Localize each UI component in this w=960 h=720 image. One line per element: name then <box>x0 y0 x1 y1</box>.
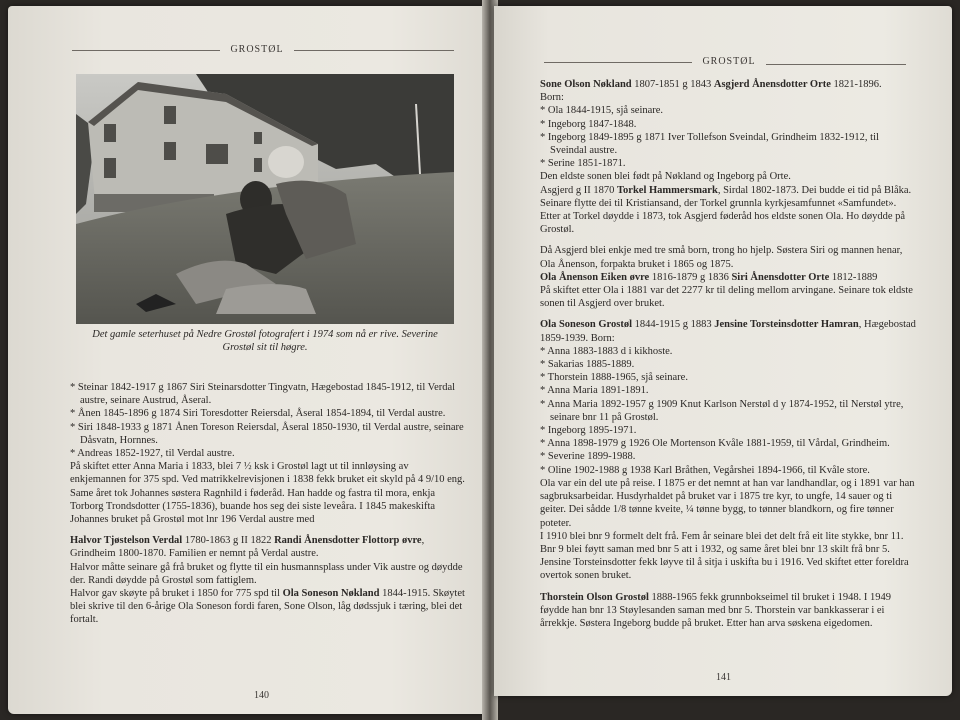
owner-paragraph <box>540 271 918 284</box>
child-entry: * Anna Maria 1891-1891. <box>540 385 649 397</box>
child-entry: * Ingeborg 1847-1848. <box>540 118 637 130</box>
child-entry: * Ingeborg 1895-1971. <box>540 425 637 437</box>
owner-detail: 1812-1889 <box>829 271 878 283</box>
owner-dates: 1844-1915 g 1883 <box>632 319 715 331</box>
right-text <box>540 78 918 630</box>
owner-name: Halvor Tjøstelson Verdal <box>70 535 183 547</box>
paragraph-text: Halvor gav skøyte på bruket i 1850 for 775 spd til <box>70 588 283 600</box>
owner-name: Sone Olson Nøkland <box>540 79 632 90</box>
owner-dates: 1816-1879 g 1836 <box>649 271 732 283</box>
page-number-left: 140 <box>254 690 269 701</box>
paragraph: Den eldste sonen blei født på Nøkland og Ingeborg på Orte. <box>540 171 791 183</box>
owner-detail: , Grindheim 1800-1870. Familien er nemnt på Verdal austre. <box>70 535 425 560</box>
running-head-right: GROSTØL <box>702 56 756 67</box>
paragraph-text: , Sirdal 1802-1873. Dei budde ei tid på Blåka. Seinare flytte dei til Kristiansand, der Torkel grunnla kyrkjesamfunnet «Samfundet». Etter at Torkel døydde i 1873, tok Asgjerd føderåd hos eldste sonen Ola. Ho døydde på Grostøl. <box>540 184 912 236</box>
owner-name: Ola Ånenson Eiken øvre <box>540 271 650 283</box>
spouse-name: Asgjerd Ånensdotter Orte <box>713 79 831 90</box>
owner-paragraph <box>540 78 918 91</box>
child-entry: * Anna 1898-1979 g 1926 Ole Mortenson Kvåle 1881-1959, til Vårdal, Grindheim. <box>540 438 890 450</box>
paragraph <box>540 184 918 237</box>
owner-paragraph <box>540 318 918 344</box>
left-text <box>70 381 465 627</box>
photo-illustration <box>76 74 454 324</box>
paragraph-text: 1844-1915. Skøytet blei skrive til den 6-årige Ola Soneson fordi faren, Sone Olson, låg dødssjuk i tæring, blei det fortalt. <box>70 588 465 626</box>
owner-detail: 1821-1896. <box>830 79 882 90</box>
left-page <box>8 6 486 714</box>
paragraph: På skiftet etter Ola i 1881 var det 2277 kr til deling mellom arvingane. Seinare tok eldste sonen til Asgjerd over bruket. <box>540 285 913 310</box>
owner-name: Thorstein Olson Grostøl <box>540 591 649 603</box>
house-photo <box>76 74 454 324</box>
child-entry: * Oline 1902-1988 g 1938 Karl Bråthen, Vegårshei 1894-1966, til Kvåle store. <box>540 464 870 476</box>
owner-dates: 1807-1851 g 1843 <box>631 79 714 90</box>
paragraph: Ola var ein del ute på reise. I 1875 er det nemnt at han var landhandlar, og i 1891 var han sagbruksarbeidar. Husdyrhaldet på bruket var i 1875 tre kyr, to ungfe, 14 sauer og ti geiter. Dei sådde 1/8 tønne kveite, ¼ tønne bygg, to tønner blandkorn, og fire tønner poteter. <box>540 477 915 529</box>
child-entry: * Serine 1851-1871. <box>540 158 626 170</box>
paragraph: Halvor måtte seinare gå frå bruket og flytte til ein husmannsplass under Vik austre og døydde der. Randi døydde på Grostøl som fattiglem. <box>70 561 463 586</box>
right-page <box>494 6 952 696</box>
running-head-left: GROSTØL <box>230 44 284 55</box>
header-rule-right <box>766 64 906 65</box>
child-entry: * Thorstein 1888-1965, sjå seinare. <box>540 372 688 384</box>
child-entry: * Andreas 1852-1927, til Verdal austre. <box>70 448 235 460</box>
owner-paragraph <box>540 591 918 631</box>
photo-caption: Det gamle seterhuset på Nedre Grostøl fotografert i 1974 som nå er rive. Severine Grostøl sit til høgre. <box>92 329 438 353</box>
child-entry: * Severine 1899-1988. <box>540 451 636 463</box>
header-rule-right <box>294 50 454 51</box>
page-number-right: 141 <box>716 672 731 683</box>
paragraph: På skiftet etter Anna Maria i 1833, blei 7 ½ ksk i Grostøl lagt ut til innløysing av enkjemannen for 375 spd. Ved matrikkelrevisjonen i 1838 fekk bruket eit skyld på 4 9/10 eng. Same året tok Johannes søstera Ragnhild i føderåd. Han hadde og fastra til mora, enkja Torborg Trondsdotter (1755-1836), buande hos seg dei siste leveåra. I 1845 makeskifta Johannes bruket på Grostøl mot lnr 196 Verdal austre med <box>70 461 465 526</box>
owner-detail: , Hægebostad 1859-1939. Born: <box>540 319 916 344</box>
born-label: Born: <box>540 92 564 104</box>
paragraph-text: 1888-1965 fekk grunnbokseimel til bruket i 1948. I 1949 føydde han bnr 13 Støylesanden saman med bnr 5. Thorstein var bankkasserar i ei årrekkje. Søstera Ingeborg budde på bruket. Etter han arva søskena eigedomen. <box>540 591 891 629</box>
owner-paragraph <box>70 534 465 560</box>
spouse-name: Randi Ånensdotter Flottorp øvre <box>274 535 422 547</box>
child-entry: * Ånen 1845-1896 g 1874 Siri Toresdotter Reiersdal, Åseral 1854-1894, til Verdal austre. <box>70 408 446 420</box>
owner-name: Ola Soneson Nøkland <box>282 588 380 600</box>
paragraph: Då Asgjerd blei enkje med tre små born, trong ho hjelp. Søstera Siri og mannen henar, Ola Ånenson, forpakta bruket i 1865 og 1875. <box>540 245 903 270</box>
header-rule-left <box>72 50 220 51</box>
child-entry: * Siri 1848-1933 g 1871 Ånen Toreson Reiersdal, Åseral 1850-1930, til Verdal austre, seinare Dåsvatn, Hornnes. <box>70 421 464 446</box>
owner-dates: 1780-1863 g II 1822 <box>182 535 275 547</box>
paragraph: I 1910 blei bnr 9 formelt delt frå. Fem år seinare blei det delt frå eit lite stykke, bnr 11. Bnr 9 blei føytt saman med bnr 5 att i 1932, og same året blei bnr 13 skilt frå bnr 5. Jensine Torsteinsdotter fekk løyve til å sitja i uskifta bu i 1916. Ved skiftet etter foreldra overtok sonen bruket. <box>540 530 909 582</box>
child-entry: * Steinar 1842-1917 g 1867 Siri Steinarsdotter Tingvatn, Hægebostad 1845-1912, til Verdal austre, seinare Austrud, Åseral. <box>70 382 456 407</box>
child-entry: * Anna 1883-1883 d i kikhoste. <box>540 345 673 357</box>
paragraph <box>70 587 465 627</box>
child-entry: * Ola 1844-1915, sjå seinare. <box>540 105 664 117</box>
child-entry: * Sakarias 1885-1889. <box>540 359 635 371</box>
header-rule-left <box>544 62 692 63</box>
child-entry: * Ingeborg 1849-1895 g 1871 Iver Tollefson Sveindal, Grindheim 1832-1912, til Sveindal austre. <box>540 131 879 157</box>
child-entry: * Anna Maria 1892-1957 g 1909 Knut Karlson Nerstøl d y 1874-1952, til Nerstøl ytre, seinare bnr 11 på Grostøl. <box>540 398 904 423</box>
spouse-name: Jensine Torsteinsdotter Hamran <box>714 319 859 331</box>
spouse-name: Torkel Hammersmark <box>617 184 718 196</box>
paragraph-text: Asgjerd g II 1870 <box>540 184 617 196</box>
spouse-name: Siri Ånensdotter Orte <box>731 271 830 283</box>
owner-name: Ola Soneson Grostøl <box>540 319 632 331</box>
